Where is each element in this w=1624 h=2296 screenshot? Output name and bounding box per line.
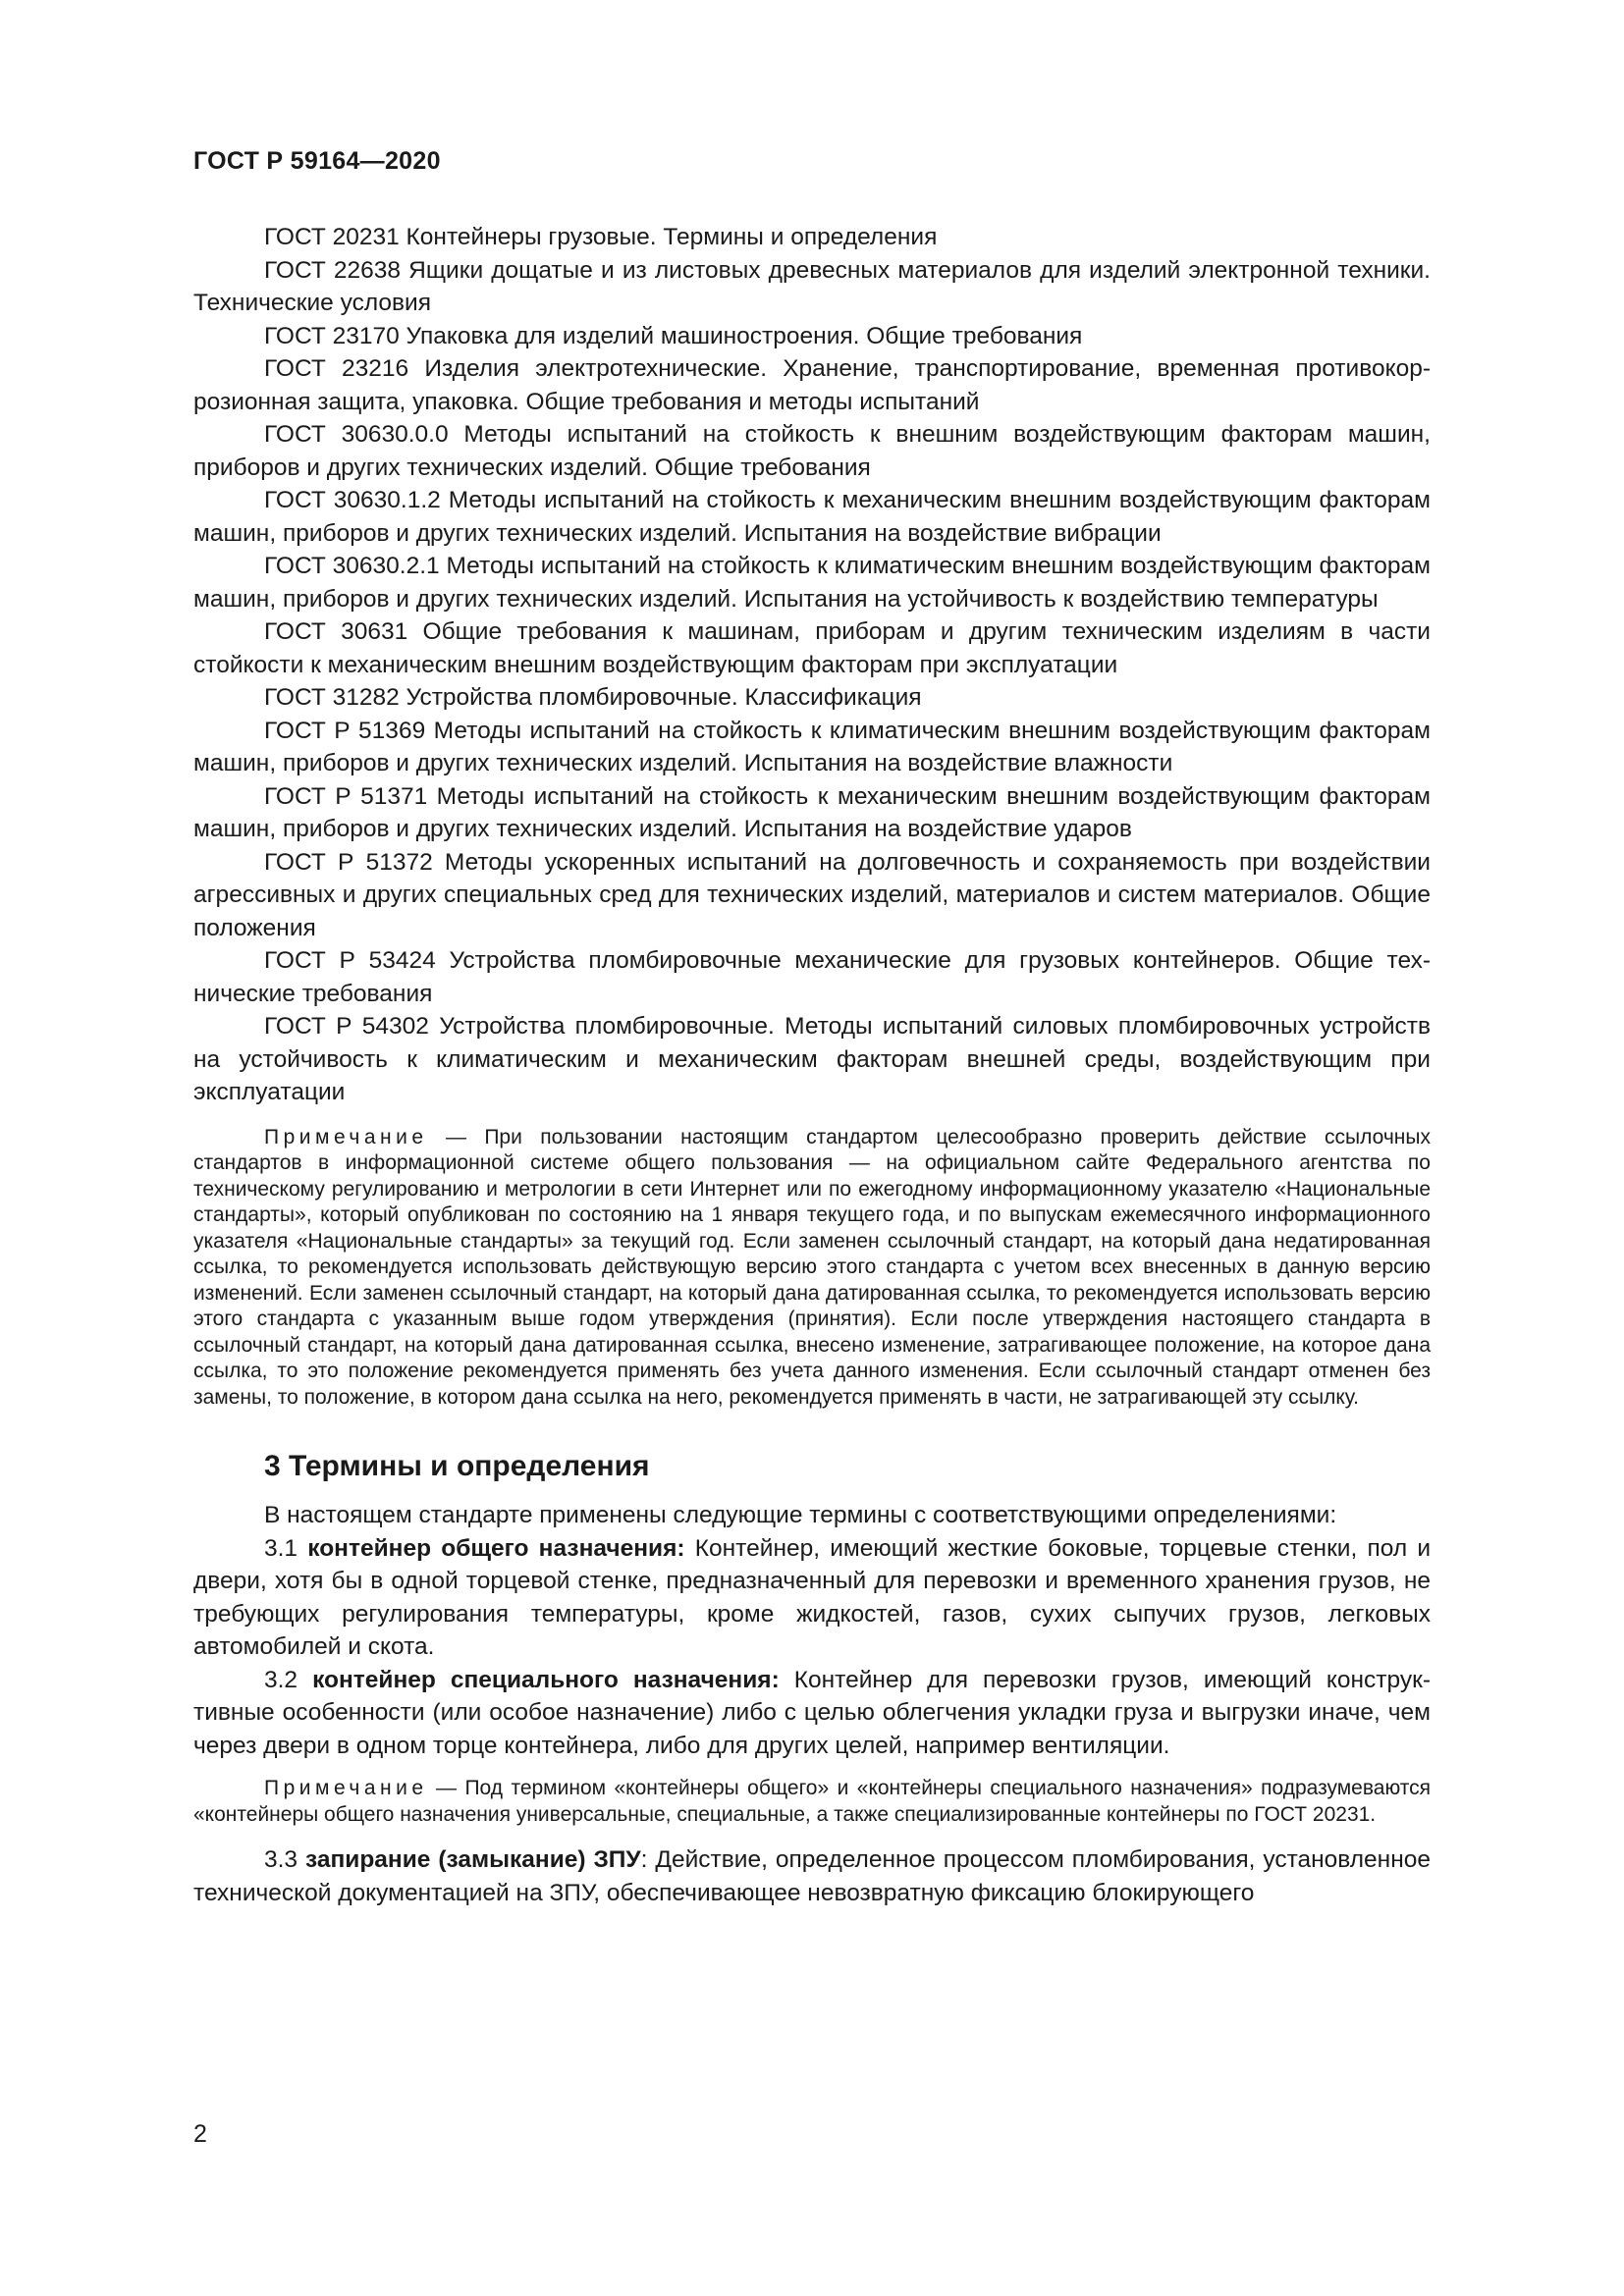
reference-item: ГОСТ Р 53424 Устройства пломбировочные механические для грузовых контейнеров. Общие технические требования: [193, 947, 1431, 1007]
reference-item: ГОСТ 22638 Ящики дощатые и из листовых древесных материалов для изделий электронной техники. Технические условия: [193, 256, 1431, 316]
reference-item: ГОСТ 30630.1.2 Методы испытаний на стойкость к механическим внешним воздействующим факторам машин, приборов и других технических изделий. Испытания на воздействие вибрации: [193, 487, 1431, 547]
reference-item: ГОСТ Р 51369 Методы испытаний на стойкость к климатическим внешним воздействующим факторам машин, приборов и других технических изделий. Испытания на воздействие влажности: [193, 717, 1431, 776]
term-definition: Контейнер, имеющий жесткие боковые, торцевые стенки, пол и двери, хотя бы в одной торцевой стенке, предназначенный для перевозки и временного хранения грузов, не требующих регулирования температуры, кроме жидкостей, газов, сухих сыпучих грузов, легковых автомобилей и скота.: [193, 1534, 1432, 1660]
reference-item: ГОСТ 31282 Устройства пломбировочные. Классификация: [264, 684, 922, 711]
references-note: [193, 1125, 1431, 1412]
term-name: контейнер общего назначения:: [307, 1534, 685, 1562]
term-number: 3.1: [264, 1534, 308, 1562]
term-definition: : Действие, определенное процессом пломбирования, установленное технической документацией на ЗПУ, обеспечивающее невозвратную фиксацию блокирующего: [193, 1846, 1431, 1906]
term-3-2: [193, 1664, 1431, 1763]
term-number: 3.3: [264, 1846, 305, 1873]
term-3-1: [193, 1532, 1431, 1664]
reference-item: ГОСТ Р 54302 Устройства пломбировочные. Методы испытаний силовых пломбировочных устройств на устойчивость к климатическим и механическим факторам внешней среды, воздействующим при эксплуатации: [193, 1013, 1431, 1105]
term-number: 3.2: [264, 1666, 313, 1693]
section-intro: В настоящем стандарте применены следующие термины с соответствующими определениями:: [264, 1502, 1337, 1528]
document-header: ГОСТ Р 59164—2020: [193, 147, 441, 175]
term-definition: Контейнер для перевозки грузов, имеющий конструктивные особенности (или особое назначение) либо с целью облегчения укладки груза и выгрузки иначе, чем через двери в одном торце контейнера, либо для других целей, например вентиляции.: [193, 1666, 1431, 1759]
reference-item: ГОСТ 30630.2.1 Методы испытаний на стойкость к климатическим внешним воздействующим факторам машин, приборов и других технических изделий. Испытания на устойчивость к воздействию температуры: [193, 553, 1431, 613]
references-list: [193, 221, 1431, 1109]
page-number: 2: [193, 2120, 207, 2148]
terms-note: [193, 1776, 1431, 1828]
document-body: [193, 221, 1431, 1909]
note-text: — При пользовании настоящим стандартом целесообразно проверить действие ссылочных стандартов в информационной системе общего пользования — на официальном сайте Федерального агентства по техническому регулированию и метрологии в сети Интернет или по ежегодному информационному указателю «Национальные стандарты», который опубликован по состоянию на 1 января текущего года, и по выпускам ежемесячного информационного указателя «Национальные стандарты» за текущий год. Если заменен ссылочный стандарт, на который дана недатированная ссылка, то рекомендуется использовать действующую версию этого стандарта с учетом всех внесенных в данную версию изменений. Если заменен ссылочный стандарт, на который дана датированная ссылка, то рекомендуется использовать версию этого стандарта с указанным выше годом утверждения (принятия). Если после утверждения настоящего стандарта в ссылочный стандарт, на который дана датированная ссылка, внесено изменение, затрагивающее положение, на которое дана ссылка, то это положение рекомендуется применять без учета данного изменения. Если ссылочный стандарт отменен без замены, то положение, в котором дана ссылка на него, рекомендуется применять в части, не затрагивающей эту ссылку.: [193, 1125, 1431, 1409]
reference-item: ГОСТ 23216 Изделия электротехнические. Хранение, транспортирование, временная противокоррозионная защита, упаковка. Общие требования и методы испытаний: [193, 355, 1431, 415]
reference-item: ГОСТ 23170 Упаковка для изделий машиностроения. Общие требования: [264, 322, 1083, 349]
term-name: запирание (замыкание) ЗПУ: [304, 1846, 641, 1873]
term-name: контейнер специального назначения:: [312, 1666, 780, 1693]
note-text: — Под термином «контейнеры общего» и «контейнеры специального назначения» подразумеваются «контейнеры общего назначения универсальные, специальные, а также специализированные контейнеры по ГОСТ 20231.: [193, 1777, 1431, 1826]
reference-item: ГОСТ Р 51371 Методы испытаний на стойкость к механическим внешним воздействующим факторам машин, приборов и других технических изделий. Испытания на воздействие ударов: [193, 782, 1431, 842]
note-label: Примечание: [264, 1125, 428, 1148]
term-3-3: [193, 1843, 1431, 1909]
note-label: Примечание: [264, 1777, 428, 1799]
section-title: 3 Термины и определения: [264, 1450, 650, 1482]
reference-item: ГОСТ 30631 Общие требования к машинам, приборам и другим техническим изделиям в части стойкости к механическим внешним воздействующим факторам при эксплуатации: [193, 618, 1431, 678]
reference-item: ГОСТ Р 51372 Методы ускоренных испытаний на долговечность и сохраняемость при воздействии агрессивных и других специальных сред для технических изделий, материалов и систем материалов. Общие положения: [193, 848, 1431, 941]
reference-item: ГОСТ 30630.0.0 Методы испытаний на стойкость к внешним воздействующим факторам машин, приборов и других технических изделий. Общие требования: [193, 421, 1431, 481]
reference-item: ГОСТ 20231 Контейнеры грузовые. Термины и определения: [264, 224, 938, 250]
